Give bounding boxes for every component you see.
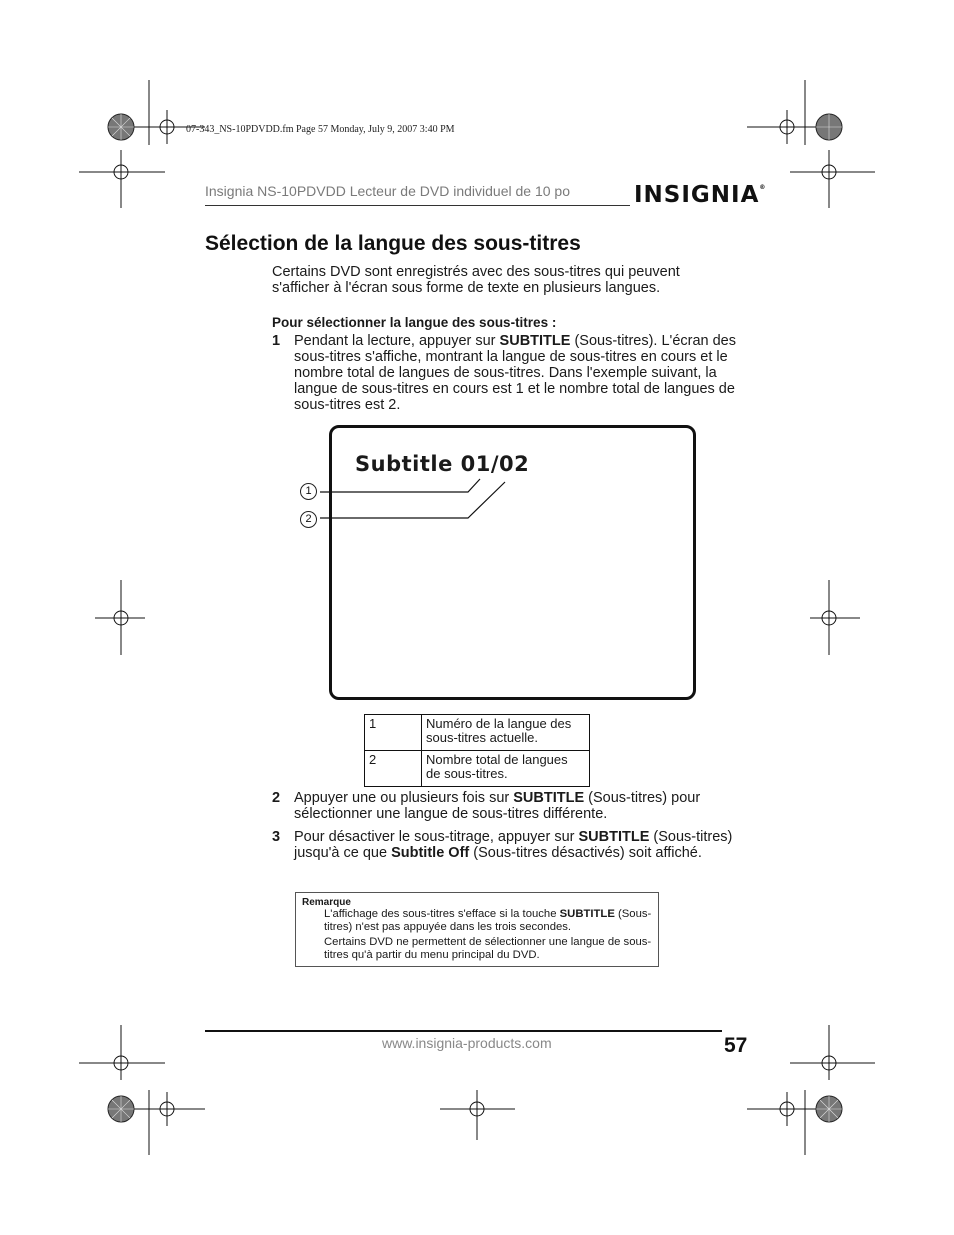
file-slug: 07-343_NS-10PDVDD.fm Page 57 Monday, July 9, 2007 3:40 PM — [186, 124, 455, 135]
insignia-logo — [634, 182, 765, 208]
footer-url: www.insignia-products.com — [382, 1035, 552, 1051]
callout-2: 2 — [300, 511, 317, 528]
section-title: Sélection de la langue des sous-titres — [205, 232, 581, 255]
step-text: Appuyer une ou plusieurs fois sur SUBTITLE (Sous-titres) pour sélectionner une langue de sous-titres différente. — [294, 790, 701, 822]
step-number: 2 — [272, 790, 281, 806]
note-title: Remarque — [302, 897, 351, 908]
callout-legend-table — [364, 714, 590, 787]
note-line-2: Certains DVD ne permettent de sélectionner une langue de sous-titres qu'à partir du menu principal du DVD. — [324, 936, 652, 961]
running-header: Insignia NS-10PDVDD Lecteur de DVD individuel de 10 po — [205, 183, 570, 199]
table-cell-num: 1 — [365, 715, 422, 751]
note-box — [295, 892, 659, 967]
step-number: 1 — [272, 333, 281, 349]
table-row — [365, 751, 590, 787]
table-cell-num: 2 — [365, 751, 422, 787]
note-line-1: L'affichage des sous-titres s'efface si la touche SUBTITLE (Sous-titres) n'est pas appuyée dans les trois secondes. — [324, 908, 652, 933]
step-text: Pendant la lecture, appuyer sur SUBTITLE (Sous-titres). L'écran des sous-titres s'affiche, montrant la langue de sous-titres en cours et le nombre total de langues de sous-titres. Dans l'exemple suivant, la langue de sous-titres en cours est 1 et le nombre total de langues de sous-titres est 2. — [294, 333, 736, 413]
callout-1: 1 — [300, 483, 317, 500]
step-text: Pour désactiver le sous-titrage, appuyer sur SUBTITLE (Sous-titres) jusqu'à ce que Subtitle Off (Sous-titres désactivés) soit affiché. — [294, 829, 733, 861]
footer-rule — [205, 1030, 722, 1032]
logo-text: INSIGNIA — [634, 182, 760, 208]
page-number: 57 — [724, 1034, 748, 1057]
intro-paragraph: Certains DVD sont enregistrés avec des sous-titres qui peuvent s'afficher à l'écran sous forme de texte en plusieurs langues. — [272, 264, 680, 296]
logo-registered-mark: ® — [759, 184, 766, 191]
procedure-heading: Pour sélectionner la langue des sous-titres : — [272, 315, 557, 330]
table-cell-desc: Numéro de la langue des sous-titres actuelle. — [422, 715, 590, 751]
step-number: 3 — [272, 829, 281, 845]
table-cell-desc: Nombre total de langues de sous-titres. — [422, 751, 590, 787]
table-row — [365, 715, 590, 751]
subtitle-osd-text: Subtitle 01/02 — [355, 452, 530, 476]
header-rule — [205, 205, 630, 206]
